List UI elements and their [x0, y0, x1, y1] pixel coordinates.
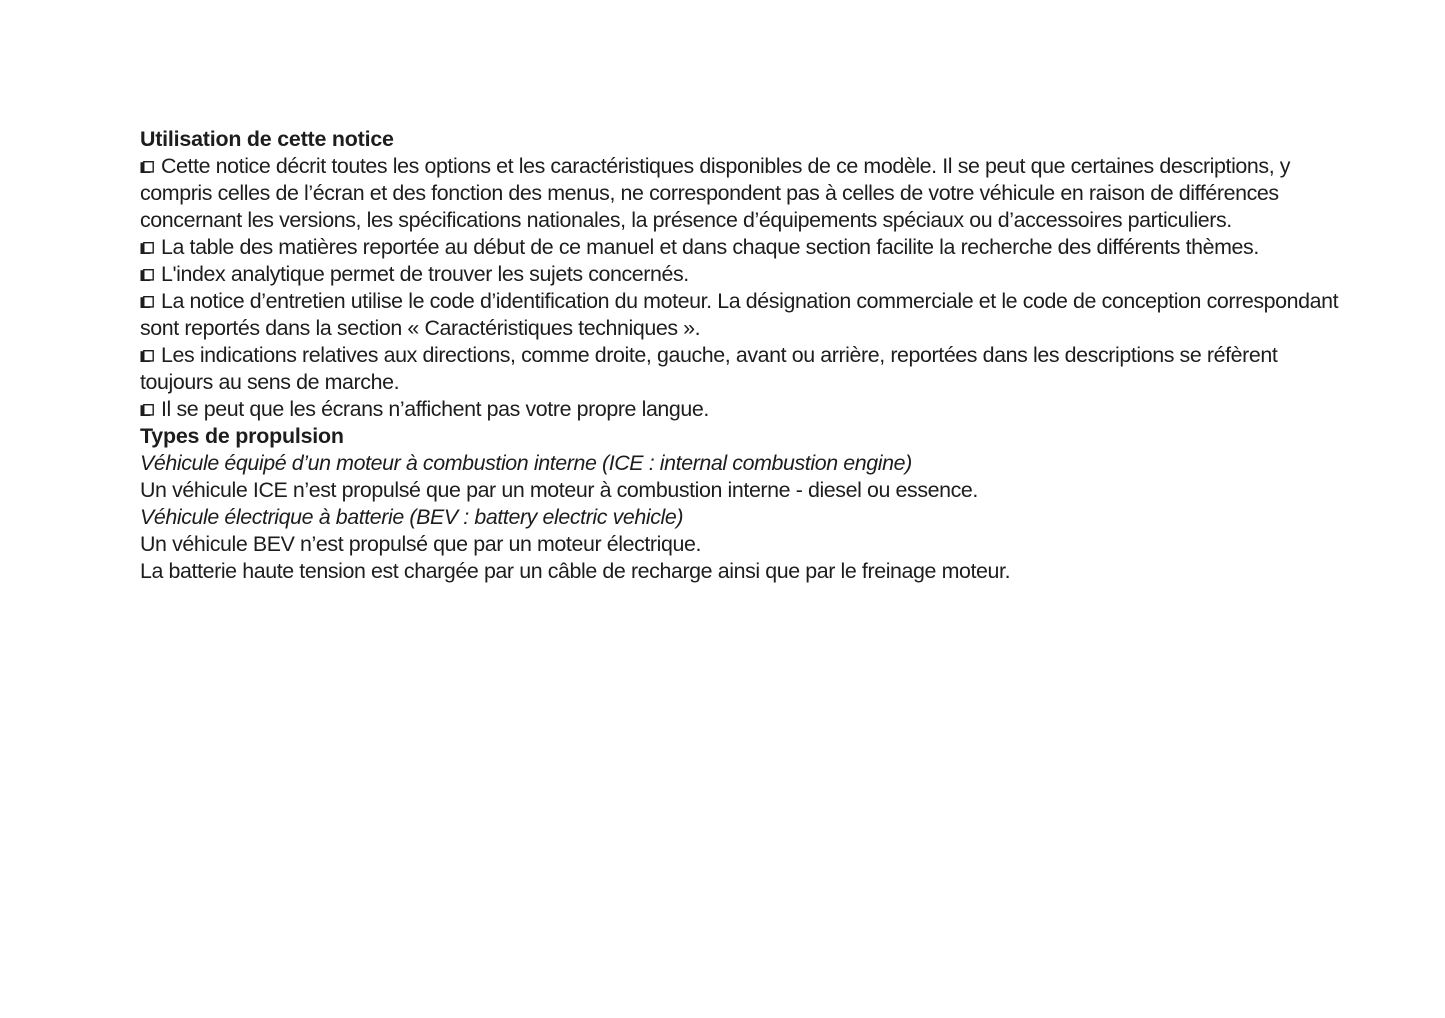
text-line	[140, 477, 1350, 504]
square-bullet-icon	[140, 161, 154, 174]
section-heading	[140, 126, 1350, 153]
line-text: La notice d’entretien utilise le code d’identification du moteur. La désignation commerciale et le code de conception correspondant sont reportés dans la section « Caractéristiques techniques ».	[140, 289, 1339, 340]
line-text: Véhicule électrique à batterie (BEV : battery electric vehicle)	[140, 505, 684, 529]
line-text: Un véhicule BEV n’est propulsé que par un moteur électrique.	[140, 532, 702, 556]
line-text: Types de propulsion	[140, 424, 344, 448]
line-text: Les indications relatives aux directions, comme droite, gauche, avant ou arrière, reportées dans les descriptions se réfèrent toujours au sens de marche.	[140, 343, 1278, 394]
line-text: Utilisation de cette notice	[140, 127, 394, 151]
square-bullet-icon	[140, 296, 154, 309]
bullet-item	[140, 288, 1350, 342]
square-bullet-icon	[140, 404, 154, 417]
line-text: Véhicule équipé d’un moteur à combustion interne (ICE : internal combustion engine)	[140, 451, 912, 475]
document-content	[140, 126, 1350, 585]
line-text: Il se peut que les écrans n’affichent pas votre propre langue.	[161, 397, 709, 421]
square-bullet-icon	[140, 242, 154, 255]
italic-line	[140, 504, 1350, 531]
line-text: La table des matières reportée au début de ce manuel et dans chaque section facilite la recherche des différents thèmes.	[161, 235, 1259, 259]
line-text: La batterie haute tension est chargée par un câble de recharge ainsi que par le freinage moteur.	[140, 559, 1011, 583]
text-line	[140, 558, 1350, 585]
section-heading	[140, 423, 1350, 450]
square-bullet-icon	[140, 269, 154, 282]
bullet-item	[140, 261, 1350, 288]
line-text: Un véhicule ICE n’est propulsé que par un moteur à combustion interne - diesel ou essence.	[140, 478, 978, 502]
line-text: Cette notice décrit toutes les options et les caractéristiques disponibles de ce modèle. Il se peut que certaines descriptions, y compris celles de l’écran et des fonction des menus, ne correspondent pas à celles de votre véhicule en raison de différences concernant les versions, les spécifications nationales, la présence d’équipements spéciaux ou d’accessoires particuliers.	[140, 154, 1291, 232]
bullet-item	[140, 396, 1350, 423]
square-bullet-icon	[140, 350, 154, 363]
line-text: L'index analytique permet de trouver les sujets concernés.	[161, 262, 689, 286]
italic-line	[140, 450, 1350, 477]
text-line	[140, 531, 1350, 558]
bullet-item	[140, 153, 1350, 234]
bullet-item	[140, 342, 1350, 396]
bullet-item	[140, 234, 1350, 261]
